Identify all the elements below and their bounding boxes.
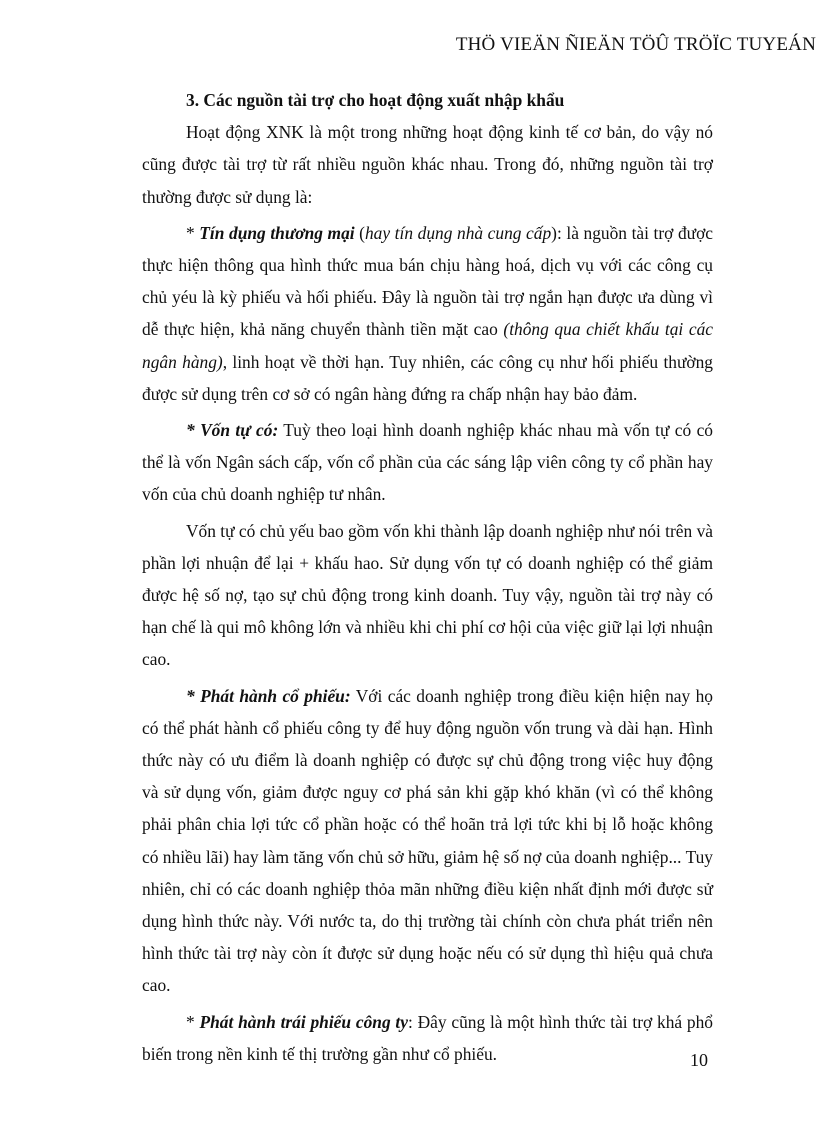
term-stock-issue: * Phát hành cổ phiếu: xyxy=(186,685,351,706)
paragraph-text: Với các doanh nghiệp trong điều kiện hiện nay họ có thể phát hành cổ phiếu công ty để huy động nguồn vốn trung và dài hạn. Hình thức này có ưu điểm là doanh nghiệp có được sự chủ động trong việc huy động và sử dụng vốn, giảm được nguy cơ phá sản khi gặp khó khăn (vì có thể không phải phân chia lợi tức cổ phần hoặc có thể hoãn trả lợi tức khi bị lỗ hoặc không có nhiều lãi) hay làm tăng vốn chủ sở hữu, giảm hệ số nợ của doanh nghiệp... Tuy nhiên, chỉ có các doanh nghiệp thỏa mãn những điều kiện nhất định mới được sử dụng hình thức này. Với nước ta, do thị trường tài chính còn chưa phát triển nên hình thức tài trợ này còn ít được sử dụng hoặc nếu có sử dụng thì hiệu quả chưa cao. xyxy=(142,685,713,996)
star-marker: * xyxy=(186,222,200,243)
paragraph-own-capital-detail: Vốn tự có chủ yếu bao gồm vốn khi thành lập doanh nghiệp như nói trên và phần lợi nhuận để lại + khấu hao. Sử dụng vốn tự có doanh nghiệp có thể giảm được hệ số nợ, tạo sự chủ động trong kinh doanh. Tuy vậy, nguồn tài trợ này có hạn chế là qui mô không lớn và nhiều khi chi phí cơ hội của việc giữ lại lợi nhuận cao. xyxy=(142,520,713,670)
paren-open: ( xyxy=(354,222,365,243)
paren-close: ) xyxy=(551,222,557,243)
page-header: THÖ VIEÄN ÑIEÄN TÖÛ TRÖÏC TUYEÁN xyxy=(455,34,816,55)
term-own-capital: * Vốn tự có: xyxy=(186,420,279,441)
paragraph-text: , linh hoạt về thời hạn. Tuy nhiên, các công cụ như hối phiếu thường được sử dụng trên cơ sở có ngân hàng đứng ra chấp nhận hay bảo đảm. xyxy=(142,351,713,404)
paragraph-intro: Hoạt động XNK là một trong những hoạt động kinh tế cơ bản, do vậy nó cũng được tài trợ từ rất nhiều nguồn khác nhau. Trong đó, những nguồn tài trợ thường được sử dụng là: xyxy=(142,122,713,207)
paragraph-text: : là nguồn tài trợ được thực hiện thông qua hình thức mua bán chịu hàng hoá, dịch vụ với các công cụ chủ yéu là kỳ phiếu và hối phiếu. Đây là nguồn tài trợ ngắn hạn được ưa dùng vì dễ thực hiện, khả năng chuyển thành tiền mặt cao xyxy=(142,222,713,340)
page-number: 10 xyxy=(690,1050,708,1070)
paragraph-bond-issue xyxy=(142,1006,713,1070)
paragraph-text: : Đây cũng là một hình thức tài trợ khá phổ biến trong nền kinh tế thị trường gần như cổ phiếu. xyxy=(142,1011,713,1064)
italic-note: (thông qua chiết khấu tại các ngân hàng) xyxy=(142,319,713,372)
term-bond-issue: Phát hành trái phiếu công ty xyxy=(199,1011,408,1032)
paragraph-text: Tuỳ theo loại hình doanh nghiệp khác nhau mà vốn tự có có thể là vốn Ngân sách cấp, vốn cổ phần của các sáng lập viên công ty cổ phần hay vốn của chủ doanh nghiệp tư nhân. xyxy=(142,420,713,505)
document-body xyxy=(142,80,713,1070)
paragraph-stock-issue xyxy=(142,680,713,1002)
star-marker: * xyxy=(186,1011,200,1032)
term-note: hay tín dụng nhà cung cấp xyxy=(364,222,552,243)
paragraph-trade-credit xyxy=(142,217,713,410)
term-trade-credit: Tín dụng thương mại xyxy=(199,222,355,243)
paragraph-own-capital xyxy=(142,414,713,511)
section-heading: 3. Các nguồn tài trợ cho hoạt động xuất nhập khẩu xyxy=(186,90,565,110)
